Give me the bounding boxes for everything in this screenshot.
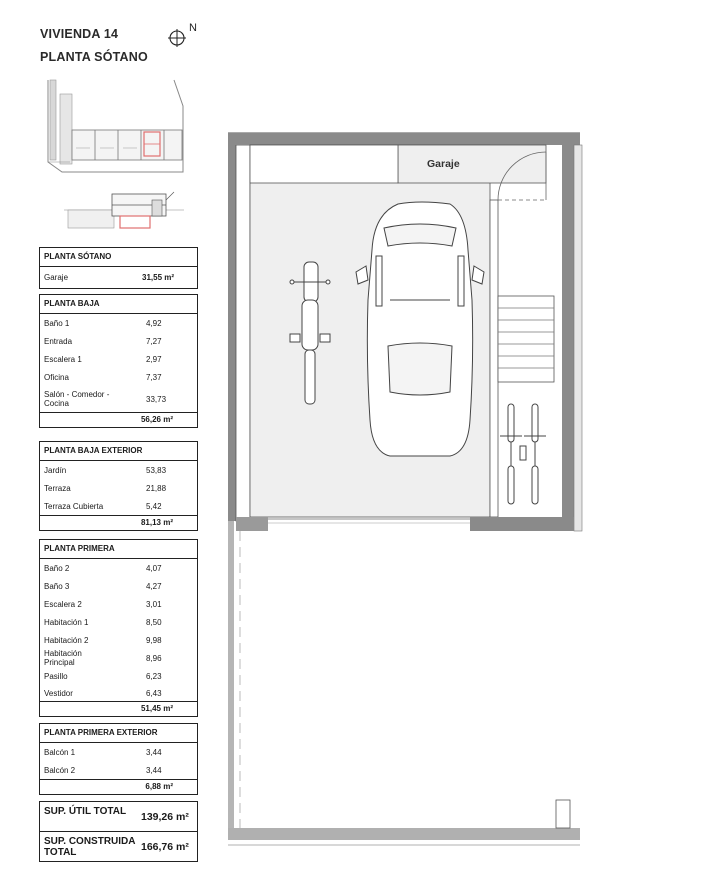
stair-area (498, 296, 554, 382)
summary-value: 166,76 m² (141, 841, 189, 853)
garage-white-strip (250, 145, 398, 183)
row-name: Baño 1 (44, 318, 70, 328)
garage-label: Garaje (427, 158, 460, 170)
row-name: Baño 3 (44, 581, 70, 591)
summary-label: SUP. CONSTRUIDA TOTAL (44, 836, 136, 858)
right-inner-wall (490, 200, 498, 517)
row-value: 6,43 (146, 688, 162, 698)
row-name: Salón - Comedor - Cocina (44, 390, 110, 408)
table-title: PLANTA SÓTANO (40, 248, 197, 267)
row-value: 3,44 (146, 765, 162, 775)
summary-value: 139,26 m² (141, 811, 189, 823)
north-label: N (189, 22, 197, 34)
row-name: Escalera 2 (44, 599, 82, 609)
top-wall (228, 133, 580, 145)
left-wall-inner (236, 145, 250, 521)
row-name: Garaje (44, 273, 69, 282)
left-wall-lower (228, 521, 234, 831)
bottom-strip (228, 828, 580, 840)
bicycle-icon (498, 384, 546, 510)
garage-upper-zone (398, 145, 546, 183)
row-name: Terraza (44, 483, 71, 493)
row-value: 8,50 (146, 617, 162, 627)
table-title: PLANTA BAJA EXTERIOR (40, 442, 197, 461)
table-total: 51,45 m² (40, 701, 197, 716)
row-name: Pasillo (44, 671, 68, 681)
row-value: 5,42 (146, 501, 162, 511)
row-name: Balcón 1 (44, 747, 76, 757)
row-value: 9,98 (146, 635, 162, 645)
table-title: PLANTA PRIMERA (40, 540, 197, 559)
row-value: 21,88 (146, 483, 167, 493)
row-value: 3,44 (146, 747, 162, 757)
floor-title: PLANTA SÓTANO (40, 50, 148, 64)
row-name: Entrada (44, 336, 73, 346)
table-title: PLANTA PRIMERA EXTERIOR (40, 724, 197, 743)
table-total: 81,13 m² (40, 515, 197, 530)
row-name: Terraza Cubierta (44, 501, 104, 511)
row-name: Oficina (44, 372, 69, 382)
row-value: 3,01 (146, 599, 162, 609)
row-value: 4,92 (146, 318, 162, 328)
row-value: 7,37 (146, 372, 162, 382)
row-value: 4,27 (146, 581, 162, 591)
row-value: 8,96 (146, 653, 162, 663)
row-value: 53,83 (146, 465, 167, 475)
row-name: Vestidor (44, 688, 73, 698)
house-title: VIVIENDA 14 (40, 27, 119, 41)
right-wall (562, 145, 574, 531)
summary-label: SUP. ÚTIL TOTAL (44, 806, 127, 817)
row-value: 4,07 (146, 563, 162, 573)
row-name: Habitación 1 (44, 617, 89, 627)
row-name: Baño 2 (44, 563, 70, 573)
car-icon (356, 202, 484, 456)
row-name: Escalera 1 (44, 354, 82, 364)
row-value: 31,55 m² (142, 273, 175, 282)
left-wall (228, 133, 236, 521)
row-value: 7,27 (146, 336, 162, 346)
row-value: 2,97 (146, 354, 162, 364)
row-name: Balcón 2 (44, 765, 76, 775)
row-name: Jardín (44, 465, 67, 475)
row-value: 6,23 (146, 671, 162, 681)
table-total: 6,88 m² (40, 779, 197, 794)
row-name: Habitación Principal (44, 649, 82, 667)
row-value: 33,73 (146, 394, 167, 404)
table-total: 56,26 m² (40, 412, 197, 427)
bottom-wall (470, 517, 574, 531)
table-title: PLANTA BAJA (40, 295, 197, 314)
row-name: Habitación 2 (44, 635, 89, 645)
